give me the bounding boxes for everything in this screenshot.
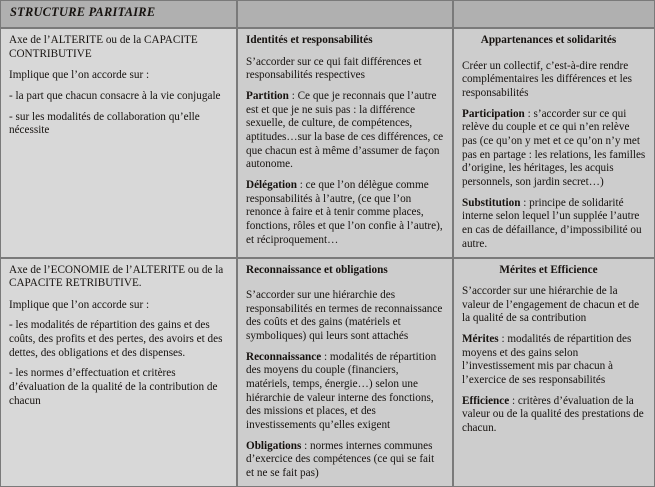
axis-bullet: - les normes d’effectuation et critères d’évaluation de la qualité de la contribution de chacun bbox=[9, 367, 218, 407]
cell-alterite-axis bbox=[0, 28, 237, 257]
definition-text: : principe de solidarité interne selon lequel l’un supplée l’autre en cas de défaillance, d’impossibilité ou autre. bbox=[462, 196, 642, 250]
axis-lead: Implique que l’on accorde sur : bbox=[9, 298, 150, 311]
definition-text: : s’accorder sur ce qui relève du couple et ce qui n’en relève pas (ce qu’on y met et ce qu’on n’y met pas en partage : les relations, les familles d’origine, les héritages, les acquis personnels, son jardin secret…) bbox=[462, 107, 646, 188]
axis-title: Axe de l’ECONOMIE de l’ALTERITE ou de la CAPACITE RETRIBUTIVE. bbox=[9, 263, 224, 290]
definition-term: Délégation bbox=[246, 178, 297, 191]
definition-entry bbox=[246, 90, 445, 172]
block-title: Appartenances et solidarités bbox=[480, 34, 617, 47]
block-lead: S’accorder sur une hiérarchie des responsabilités en termes de reconnaissance des coûts et des gains (matériels et symboliques) qui leurs sont attachés bbox=[246, 289, 443, 343]
axis-bullet: - les modalités de répartition des gains et des coûts, des profits et des pertes, des avoirs et des dettes, des obligations et des dispenses. bbox=[9, 319, 223, 359]
definition-entry bbox=[462, 108, 647, 190]
cell-economie-alterite-axis bbox=[0, 258, 237, 487]
axis-bullet: - sur les modalités de collaboration qu’elle nécessite bbox=[9, 110, 200, 137]
definition-term: Substitution bbox=[462, 196, 521, 209]
block-lead: S’accorder sur une hiérarchie de la valeur de l’engagement de chacun et de la qualité de sa contribution bbox=[462, 285, 640, 325]
page-title: STRUCTURE PARITAIRE bbox=[0, 0, 237, 28]
definition-text: : modalités de répartition des moyens du couple (financiers, matériels, temps, énergie…) selon une hiérarchie de valeur interne des fonctions, des missions et places, et des investissements qu’elles exigent bbox=[246, 350, 437, 432]
cell-identites-responsabilites bbox=[237, 28, 453, 257]
definition-entry bbox=[246, 351, 445, 433]
cell-appartenances-solidarites bbox=[453, 28, 655, 257]
definition-text: : critères d’évaluation de la valeur ou de la qualité des prestations de chacun. bbox=[462, 394, 644, 435]
block-title: Mérites et Efficience bbox=[499, 263, 598, 276]
definition-term: Mérites bbox=[462, 333, 499, 346]
definition-text: : Ce que je reconnais que l’autre est et que je ne suis pas : la différence sexuelle, de culture, de compétences, aptitudes…sur la base de ces différences, ce que chacun est à même d’assumer de façon autonome. bbox=[246, 90, 444, 171]
header-blank-cell-2 bbox=[237, 0, 453, 28]
cell-merites-efficience bbox=[453, 258, 655, 487]
definition-text: : modalités de répartition des moyens et des gains selon l’investissement mis par chacun à l’exercice de ses responsabilités bbox=[462, 333, 632, 387]
block-title: Identités et responsabilités bbox=[246, 34, 373, 47]
table-row bbox=[0, 258, 655, 487]
definition-entry bbox=[246, 440, 445, 481]
axis-bullet: - la part que chacun consacre à la vie conjugale bbox=[9, 90, 221, 102]
definition-entry bbox=[246, 179, 445, 247]
axis-title: Axe de l’ALTERITE ou de la CAPACITE CONTRIBUTIVE bbox=[9, 34, 198, 60]
definition-term: Reconnaissance bbox=[246, 350, 322, 363]
definition-term: Efficience bbox=[462, 394, 510, 407]
block-title: Reconnaissance et obligations bbox=[246, 263, 388, 276]
cell-reconnaissance-obligations bbox=[237, 258, 453, 487]
block-lead: S’accorder sur ce qui fait différences et responsabilités respectives bbox=[246, 55, 422, 82]
definition-text: : ce que l’on délègue comme responsabilités à l’autre, (ce que l’on renonce à faire et à tenir comme places, fonctions, rôles et que l’on confie à l’autre), et réciproquement… bbox=[246, 178, 443, 246]
definition-entry bbox=[462, 197, 647, 252]
definition-entry bbox=[462, 395, 647, 436]
header-blank-cell-3 bbox=[453, 0, 655, 28]
definition-term: Obligations bbox=[246, 439, 302, 452]
block-lead: Créer un collectif, c’est-à-dire rendre complémentaires les différences et les responsabilités bbox=[462, 59, 633, 99]
definition-term: Participation bbox=[462, 107, 525, 120]
table-header-row bbox=[0, 0, 655, 28]
definition-text: : normes internes communes d’exercice des compétences (ce qui se fait et ne se fait pas) bbox=[246, 439, 435, 480]
definition-entry bbox=[462, 333, 647, 388]
definition-term: Partition bbox=[246, 90, 289, 102]
axis-lead: Implique que l’on accorde sur : bbox=[9, 69, 150, 82]
table-row bbox=[0, 28, 655, 257]
